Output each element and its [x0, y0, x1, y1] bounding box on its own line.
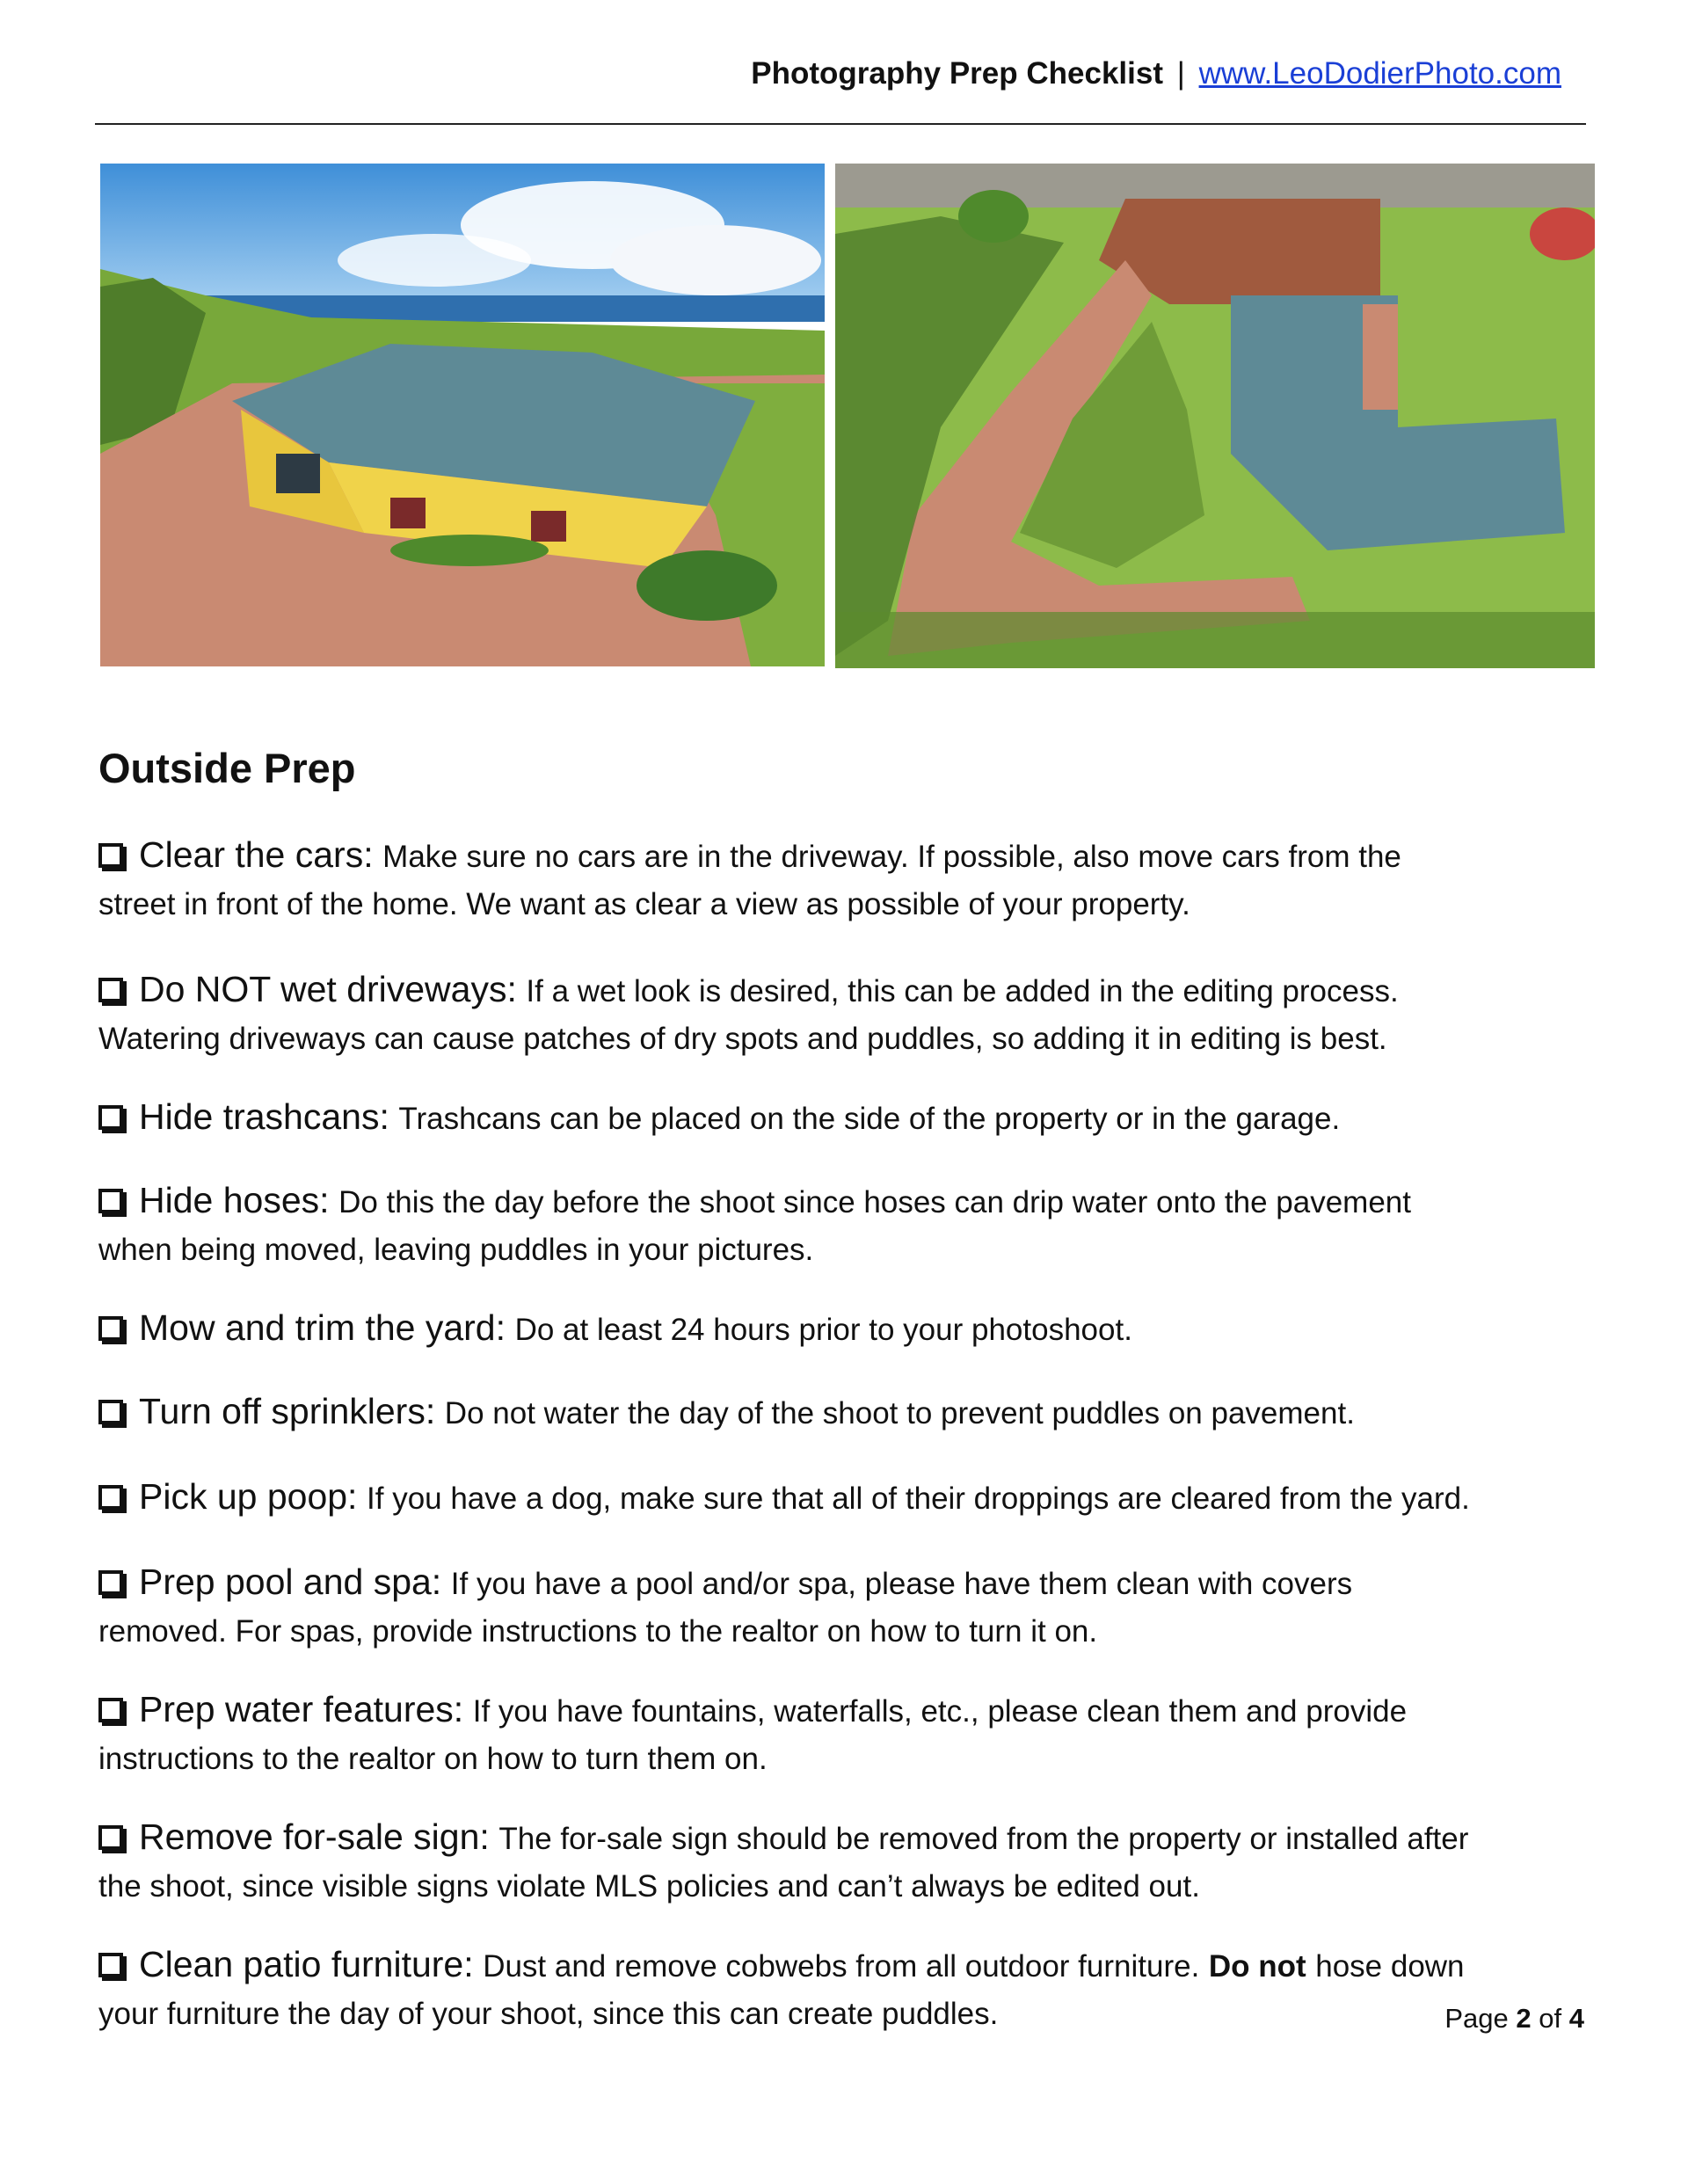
item-lead: Hide hoses: — [139, 1180, 330, 1220]
item-text: If you have a pool and/or spa, please have them clean with covers — [450, 1567, 1353, 1601]
item-lead: Do NOT wet driveways: — [139, 969, 517, 1009]
section-title: Outside Prep — [98, 745, 356, 791]
item-text-cont: when being moved, leaving puddles in your pictures. — [98, 1233, 814, 1267]
checkbox-icon[interactable] — [98, 978, 123, 1002]
checkbox-icon[interactable] — [98, 1189, 123, 1213]
item-lead: Mow and trim the yard: — [139, 1307, 506, 1348]
checklist-item — [98, 1812, 1593, 1910]
item-text: Trashcans can be placed on the side of the property or in the garage. — [398, 1102, 1341, 1136]
checklist-item — [98, 1685, 1593, 1782]
checkbox-icon[interactable] — [98, 1825, 123, 1850]
item-text: Do at least 24 hours prior to your photoshoot. — [514, 1313, 1132, 1347]
page-current: 2 — [1516, 2003, 1532, 2034]
item-lead: Clean patio furniture: — [139, 1944, 474, 1984]
checkbox-icon[interactable] — [98, 1485, 123, 1510]
checklist-item — [98, 1387, 1593, 1438]
header-separator: | — [1176, 56, 1185, 91]
item-text-cont: the shoot, since visible signs violate MLS policies and can’t always be edited out. — [98, 1869, 1200, 1904]
item-lead: Hide trashcans: — [139, 1096, 389, 1137]
checklist-item — [98, 1557, 1593, 1655]
item-text-end: hose down — [1315, 1949, 1465, 1984]
checklist-item — [98, 965, 1593, 1062]
checkbox-icon[interactable] — [98, 1316, 123, 1341]
checkbox-icon[interactable] — [98, 1570, 123, 1595]
item-text-cont: instructions to the realtor on how to turn them on. — [98, 1742, 768, 1776]
item-lead: Clear the cars: — [139, 834, 374, 875]
checkbox-icon[interactable] — [98, 843, 123, 868]
page-total: 4 — [1568, 2003, 1584, 2034]
website-link[interactable]: www.LeoDodierPhoto.com — [1198, 56, 1561, 91]
checklist-item — [98, 1940, 1593, 2037]
item-text: Make sure no cars are in the driveway. If possible, also move cars from the — [382, 840, 1401, 874]
document-title: Photography Prep Checklist — [751, 56, 1163, 91]
page-of: of — [1539, 2003, 1562, 2034]
checklist-item — [98, 1472, 1593, 1524]
page-header — [751, 56, 1561, 91]
checklist-item — [98, 1092, 1593, 1144]
item-lead: Pick up poop: — [139, 1476, 358, 1517]
item-text-cont: your furniture the day of your shoot, since this can create puddles. — [98, 1997, 999, 2031]
item-text: If you have a dog, make sure that all of their droppings are cleared from the yard. — [367, 1481, 1470, 1516]
page-number — [1444, 2003, 1584, 2035]
item-text: Do this the day before the shoot since hoses can drip water onto the pavement — [338, 1185, 1411, 1219]
checklist — [98, 830, 1593, 2037]
item-text: If a wet look is desired, this can be added in the editing process. — [526, 974, 1399, 1008]
item-text: Do not water the day of the shoot to prevent puddles on pavement. — [444, 1396, 1355, 1431]
checklist-item — [98, 1176, 1593, 1273]
item-text-cont: removed. For spas, provide instructions to the realtor on how to turn it on. — [98, 1614, 1098, 1649]
checkbox-icon[interactable] — [98, 1698, 123, 1722]
header-rule — [95, 123, 1586, 125]
item-emphasis: Do not — [1208, 1949, 1306, 1984]
item-lead: Turn off sprinklers: — [139, 1391, 436, 1431]
item-text-cont: Watering driveways can cause patches of dry spots and puddles, so adding it in editing is best. — [98, 1022, 1387, 1056]
item-lead: Prep water features: — [139, 1689, 464, 1729]
item-text: Dust and remove cobwebs from all outdoor furniture. — [483, 1949, 1200, 1984]
checkbox-icon[interactable] — [98, 1953, 123, 1977]
checklist-item — [98, 1303, 1593, 1355]
item-text-cont: street in front of the home. We want as clear a view as possible of your property. — [98, 887, 1190, 921]
checkbox-icon[interactable] — [98, 1400, 123, 1424]
house-photo-oblique — [100, 164, 825, 666]
checklist-item — [98, 830, 1593, 928]
item-text: If you have fountains, waterfalls, etc., please clean them and provide — [472, 1694, 1408, 1729]
page-label: Page — [1444, 2003, 1509, 2034]
item-lead: Remove for-sale sign: — [139, 1816, 490, 1857]
house-photo-aerial — [835, 164, 1595, 668]
checkbox-icon[interactable] — [98, 1105, 123, 1130]
item-text: The for-sale sign should be removed from the property or installed after — [498, 1822, 1469, 1856]
item-lead: Prep pool and spa: — [139, 1562, 442, 1602]
